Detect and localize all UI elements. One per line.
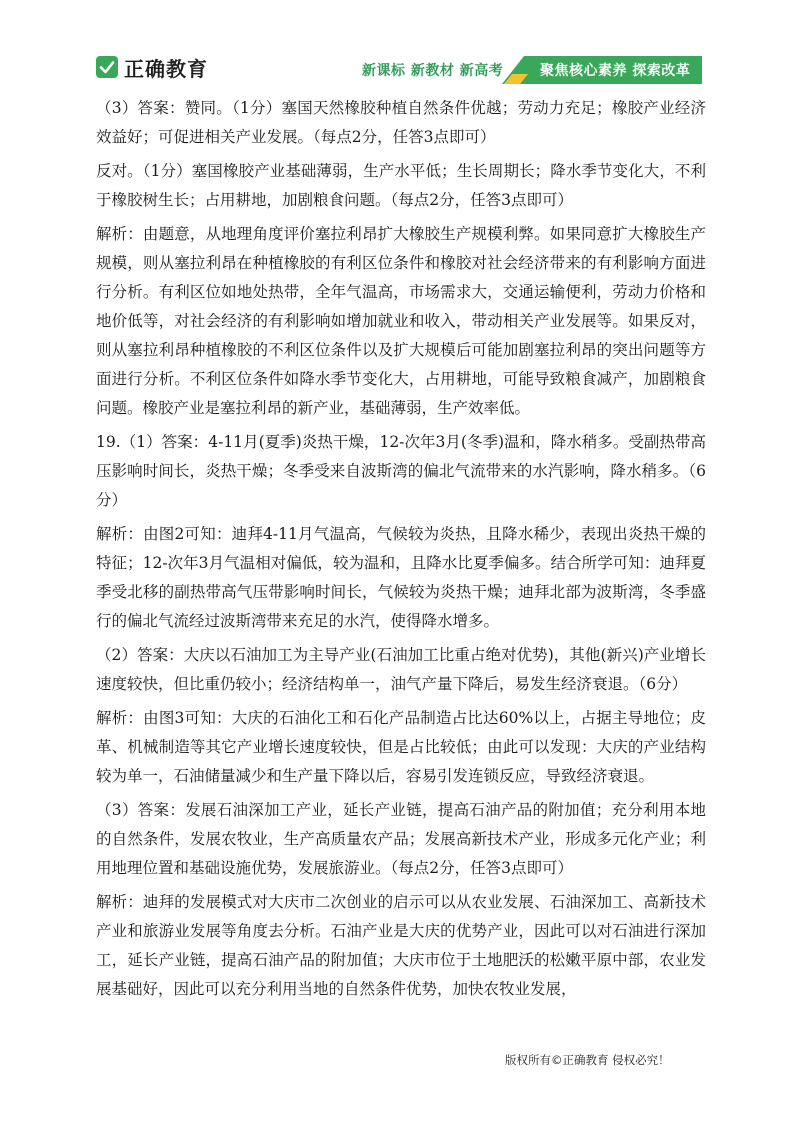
paragraph: （3）答案：赞同。（1分）塞国天然橡胶种植自然条件优越；劳动力充足；橡胶产业经济效益好；可促进相关产业发展。（每点2分，任答3点即可）	[96, 99, 706, 146]
paragraph: 解析：迪拜的发展模式对大庆市二次创业的启示可以从农业发展、石油深加工、高新技术产业和旅游业发展等角度去分析。石油产业是大庆的优势产业，因此可以对石油进行深加工，延长产业链，提高石油产品的附加值；大庆市位于土地肥沃的松嫩平原中部，农业发展基础好，因此可以充分利用当地的自然条件优势，加快农牧业发展，	[96, 893, 706, 998]
paragraph: 解析：由图2可知：迪拜4-11月气温高，气候较为炎热，且降水稀少，表现出炎热干燥的特征；12-次年3月气温相对偏低，较为温和，且降水比夏季偏多。结合所学可知：迪拜夏季受北移的副热带高气压带影响时间长，气候较为炎热干燥；迪拜北部为波斯湾，冬季盛行的偏北气流经过波斯湾带来充足的水汽，使得降水增多。	[96, 525, 706, 630]
document-body	[96, 94, 706, 1004]
paragraph: （2）答案：大庆以石油加工为主导产业(石油加工比重占绝对优势)，其他(新兴)产业增长速度较快，但比重仍较小；经济结构单一，油气产量下降后，易发生经济衰退。（6分）	[96, 646, 706, 693]
paragraph: （3）答案：发展石油深加工产业，延长产业链，提高石油产品的附加值；充分利用本地的自然条件，发展农牧业，生产高质量农产品；发展高新技术产业，形成多元化产业；利用地理位置和基础设施优势，发展旅游业。（每点2分，任答3点即可）	[96, 801, 706, 877]
brand-logo	[96, 54, 208, 80]
copyright-footer: 版权所有©正确教育 侵权必究！	[505, 1053, 670, 1067]
paragraph: 解析：由图3可知：大庆的石油化工和石化产品制造占比达60%以上，占据主导地位；皮革、机械制造等其它产业增长速度较快，但是占比较低；由此可以发现：大庆的产业结构较为单一，石油储量减少和生产量下降以后，容易引发连锁反应，导致经济衰退。	[96, 709, 706, 785]
header-slogan-right: 聚焦核心素养 探索改革	[540, 63, 691, 79]
paragraph: 解析：由题意，从地理角度评价塞拉利昂扩大橡胶生产规模利弊。如果同意扩大橡胶生产规模，则从塞拉利昂在种植橡胶的有利区位条件和橡胶对社会经济带来的有利影响方面进行分析。有利区位如地处热带，全年气温高，市场需求大，交通运输便利，劳动力价格和地价低等，对社会经济的有利影响如增加就业和收入，带动相关产业发展等。如果反对，则从塞拉利昂种植橡胶的不利区位条件以及扩大规模后可能加剧塞拉利昂的突出问题等方面进行分析。不利区位条件如降水季节变化大，占用耕地，可能导致粮食减产，加剧粮食问题。橡胶产业是塞拉利昂的新产业，基础薄弱，生产效率低。	[96, 225, 706, 417]
brand-name: 正确教育	[124, 56, 208, 81]
paragraph: 19.（1）答案：4-11月(夏季)炎热干燥，12-次年3月(冬季)温和，降水稍多。受副热带高压影响时间长，炎热干燥；冬季受来自波斯湾的偏北气流带来的水汽影响，降水稍多。（6分）	[96, 433, 706, 509]
page-header	[0, 0, 800, 92]
check-icon	[96, 56, 118, 78]
paragraph: 反对。（1分）塞国橡胶产业基础薄弱，生产水平低；生长周期长；降水季节变化大，不利于橡胶树生长；占用耕地，加剧粮食问题。（每点2分，任答3点即可）	[96, 162, 706, 209]
header-slogan-left: 新课标 新教材 新高考	[362, 63, 504, 79]
